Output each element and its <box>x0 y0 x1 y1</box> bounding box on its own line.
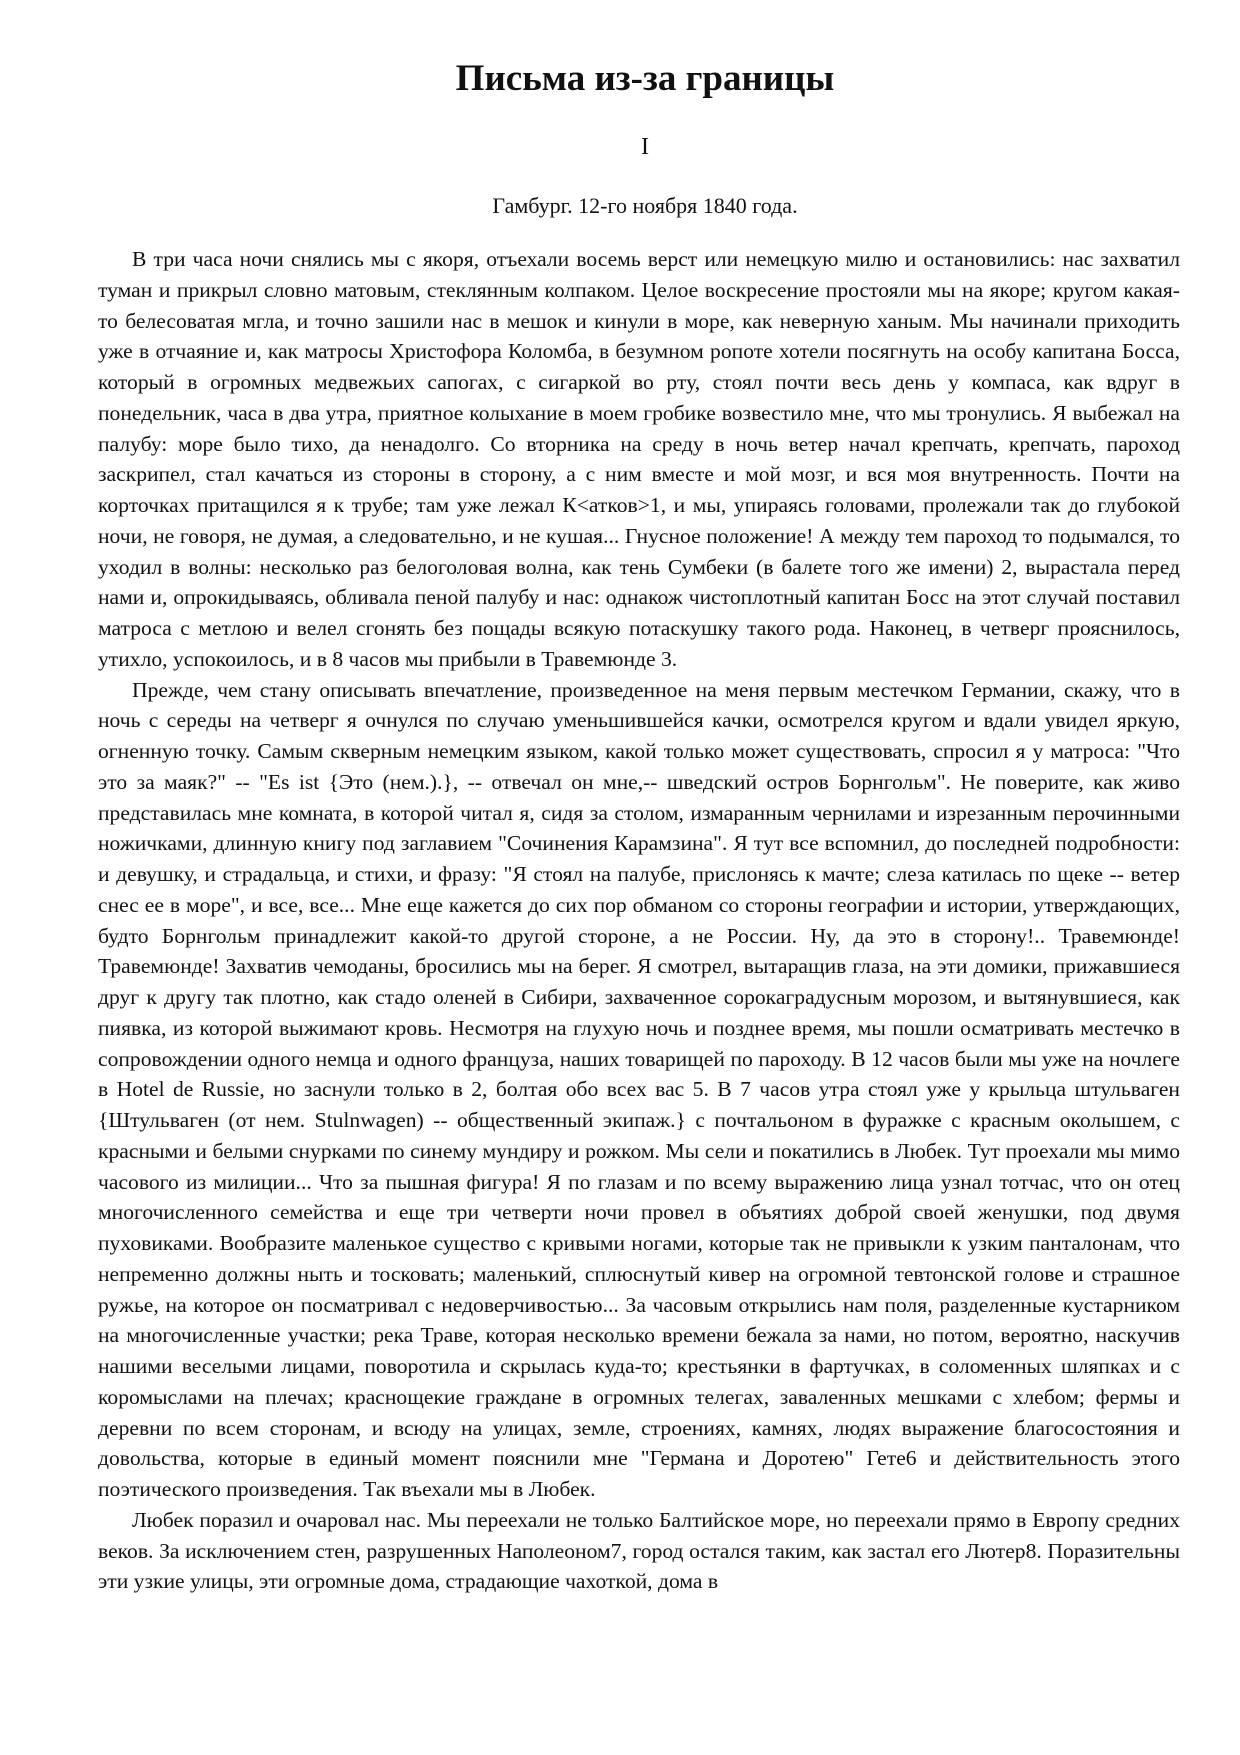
paragraph: Любек поразил и очаровал нас. Мы переехали не только Балтийское море, но переехали прямо в Европу средних веков. За исключением стен, разрушенных Наполеоном7, город остался таким, как застал его Лютер8. Поразительны эти узкие улицы, эти огромные дома, страдающие чахоткой, дома в <box>98 1507 1180 1594</box>
paragraph: Прежде, чем стану описывать впечатление, произведенное на меня первым местечком Германии, скажу, что в ночь с середы на четверг я очнулся по случаю уменьшившейся качки, осмотрелся кругом и вдали увидел яркую, огненную точку. Самым скверным немецким языком, какой только может существовать, спросил я у матроса: "Что это за маяк?" -- "Es ist {Это (нем.).}, -- отвечал он мне,-- шведский остров Борнгольм". Не поверите, как живо представилась мне комната, в которой читал я, сидя за столом, измаранным чернилами и изрезанным перочинными ножичками, длинную книгу под заглавием "Сочинения Карамзина". Я тут все вспомнил, до последней подробности: и девушку, и страдальца, и стихи, и фразу: "Я стоял на палубе, прислонясь к мачте; слеза катилась по щеке -- ветер снес ее в море", и все, все... Мне еще кажется до сих пор обманом со стороны географии и истории, утверждающих, будто Борнгольм принадлежит какой-то другой стороне, а не России. Ну, да это в сторону!.. Травемюнде! Травемюнде! Захватив чемоданы, бросились мы на берег. Я смотрел, вытаращив глаза, на эти домики, прижавшиеся друг к другу так плотно, как стадо оленей в Сибири, захваченное сорокаградусным морозом, и вытянувшиеся, как пиявка, из которой выжимают кровь. Несмотря на глухую ночь и позднее время, мы пошли осматривать местечко в сопровождении одного немца и одного француза, наших товарищей по пароходу. В 12 часов были мы уже на ночлеге в Hotel de Russie, но заснули только в 2, болтая обо всех вас 5. В 7 часов утра стоял уже у крыльца штульваген {Штульваген (от нем. Stulnwagen) -- общественный экипаж.} с почтальоном в фуражке с красным околышем, с красными и белыми снурками по синему мундиру и рожком. Мы сели и покатились в Любек. Тут проехали мы мимо часового из милиции... Что за пышная фигура! Я по глазам и по всему выражению лица узнал тотчас, что он отец многочисленного семейства и еще три четверти ночи провел в объятиях доброй своей женушки, под двумя пуховиками. Вообразите маленькое существо с кривыми ногами, которые так не привыкли к узким панталонам, что непременно должны ныть и тосковать; маленький, сплюснутый кивер на огромной тевтонской голове и страшное ружье, на которое он посматривал с недоверчивостью... За часовым открылись нам поля, разделенные кустарником на многочисленные участки; река Траве, которая несколько времени бежала за нами, но потом, вероятно, наскучив нашими веселыми лицами, поворотила и скрылась куда-то; крестьянки в фартучках, в соломенных шляпках и с коромыслами на плечах; краснощекие граждане в огромных телегах, заваленных мешками с хлебом; фермы и деревни по всем сторонам, и всюду на улицах, земле, строениях, камнях, людях выражение благосостояния и довольства, которые в единый момент пояснили мне "Германа и Доротею" Гете6 и действительность этого поэтического произведения. Так въехали мы в Любек. <box>98 677 1180 1501</box>
chapter-number: I <box>641 134 649 160</box>
letter-dateline: Гамбург. 12-го ноября 1840 года. <box>492 193 798 218</box>
document-title: Письма из-за границы <box>455 58 835 99</box>
paragraph: В три часа ночи снялись мы с якоря, отъехали восемь верст или немецкую милю и остановились: нас захватил туман и прикрыл словно матовым, стеклянным колпаком. Целое воскресение простояли мы на якоре; кругом какая-то белесоватая мгла, и точно зашили нас в мешок и кинули в море, как неверную ханым. Мы начинали приходить уже в отчаяние и, как матросы Христофора Коломба, в безумном ропоте хотели посягнуть на особу капитана Босса, который в огромных медвежьих сапогах, с сигаркой во рту, стоял почти весь день у компаса, как вдруг в понедельник, часа в два утра, приятное колыхание в моем гробике возвестило мне, что мы тронулись. Я выбежал на палубу: море было тихо, да ненадолго. Со вторника на среду в ночь ветер начал крепчать, крепчать, пароход заскрипел, стал качаться из стороны в сторону, а с ним вместе и мой мозг, и вся моя внутренность. Почти на корточках притащился я к трубе; там уже лежал К<атков>1, и мы, упираясь головами, пролежали так до глубокой ночи, не говоря, не думая, а следовательно, и не кушая... Гнусное положение! А между тем пароход то подымался, то уходил в волны: несколько раз белоголовая волна, как тень Сумбеки (в балете того же имени) 2, вырастала перед нами и, опрокидываясь, обливала пеной палубу и нас: однакож чистоплотный капитан Босс на этот случай поставил матроса с метлою и велел сгонять без пощады всякую потаскушку такого рода. Наконец, в четверг прояснилось, утихло, успокоилось, и в 8 часов мы прибыли в Травемюнде 3. <box>98 247 1180 671</box>
document-body <box>98 244 1180 1597</box>
